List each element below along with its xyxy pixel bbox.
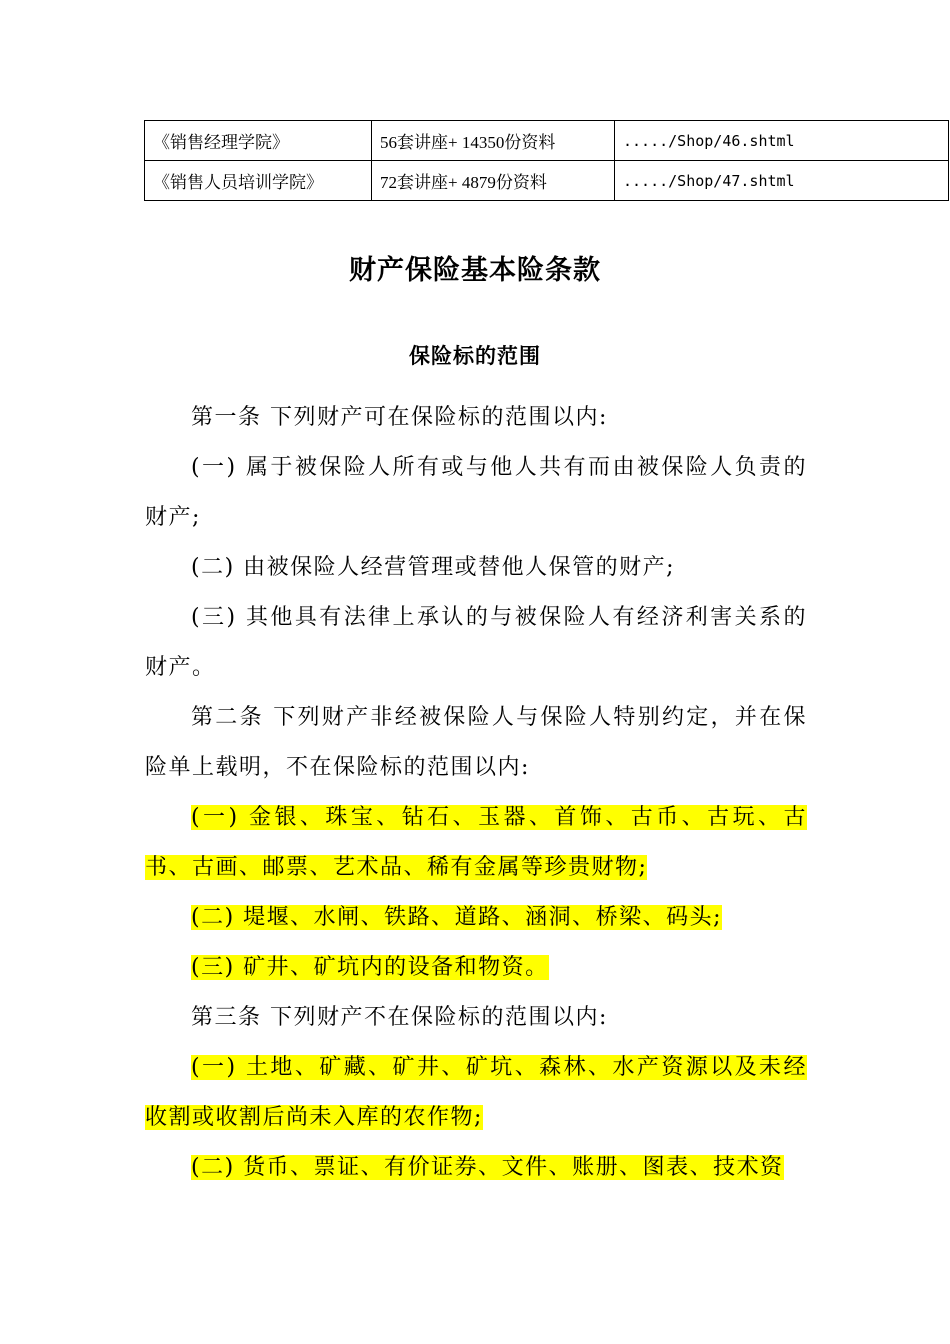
paragraph-text: (三) 其他具有法律上承认的与被保险人有经济利害关系的财产。 [145,605,807,680]
paragraph-text: 第二条 下列财产非经被保险人与保险人特别约定，并在保险单上载明，不在保险标的范围以内: [145,705,807,780]
paragraph-text: 第三条 下列财产不在保险标的范围以内: [191,1005,608,1030]
table-cell-url[interactable]: ...../Shop/47.shtml [615,161,949,201]
table-row [145,161,949,201]
article-1 [145,393,807,443]
highlighted-text: (一) 土地、矿藏、矿井、矿坑、森林、水产资源以及未经收割或收割后尚未入库的农作物; [145,1055,807,1130]
highlighted-text: (一) 金银、珠宝、钻石、玉器、首饰、古币、古玩、古书、古画、邮票、艺术品、稀有金属等珍贵财物; [145,805,807,880]
article-3 [145,993,807,1043]
table-cell-content: 56套讲座+ 14350份资料 [372,121,615,161]
links-table [144,120,949,201]
article-2-item-2 [145,893,807,943]
article-3-item-1 [145,1043,807,1143]
article-1-item-2 [145,543,807,593]
article-2-item-3 [145,943,807,993]
article-2 [145,693,807,793]
table-cell-content: 72套讲座+ 4879份资料 [372,161,615,201]
document-title: 财产保险基本险条款 [349,255,601,286]
highlighted-text: (三) 矿井、矿坑内的设备和物资。 [191,955,549,980]
article-3-item-2 [145,1143,807,1193]
table-row [145,121,949,161]
section-title: 保险标的范围 [409,344,541,368]
document-body [145,393,807,1193]
article-1-item-3 [145,593,807,693]
paragraph-text: 第一条 下列财产可在保险标的范围以内: [191,405,608,430]
table-cell-url[interactable]: ...../Shop/46.shtml [615,121,949,161]
highlighted-text: (二) 货币、票证、有价证券、文件、账册、图表、技术资 [191,1155,784,1180]
paragraph-text: (一) 属于被保险人所有或与他人共有而由被保险人负责的财产; [145,455,807,530]
paragraph-text: (二) 由被保险人经营管理或替他人保管的财产; [191,555,676,580]
table-cell-name: 《销售经理学院》 [145,121,372,161]
highlighted-text: (二) 堤堰、水闸、铁路、道路、涵洞、桥梁、码头; [191,905,723,930]
article-2-item-1 [145,793,807,893]
article-1-item-1 [145,443,807,543]
table-cell-name: 《销售人员培训学院》 [145,161,372,201]
